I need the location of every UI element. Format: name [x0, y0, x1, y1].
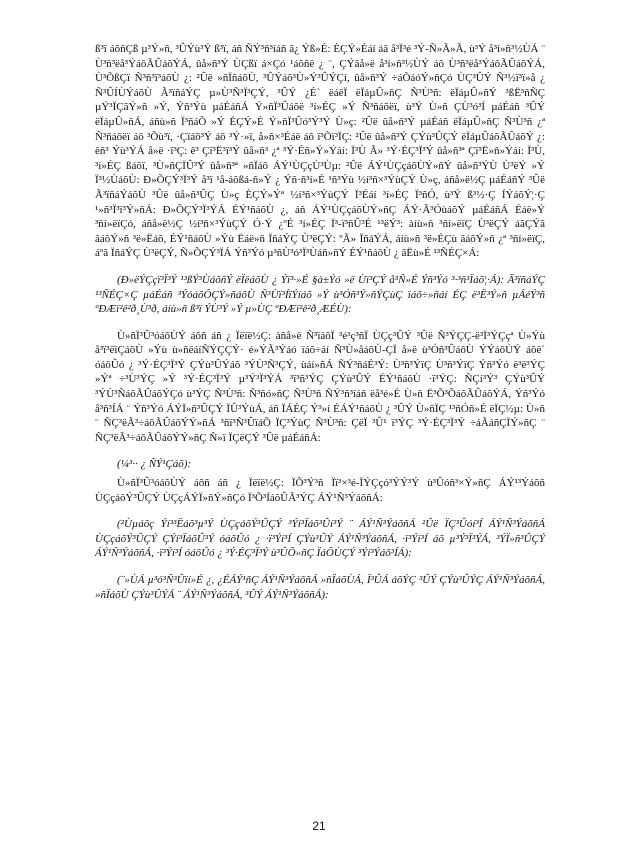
paragraph-4-italic: (¼³·· ¿ ÑÝ¹Çáõ):	[117, 458, 192, 471]
body-text	[95, 42, 545, 614]
paragraph-6-italic: (²Ùµáõç Ýí³³Ëáõ³µ³Ý ÙÇçáõÝ³ÛÇÝ ³Ýí³Ïáõ³Ûí³Ý ¨ ÁÝ¹Ñ³ÝáõñÁ ²Ûë ÏÇ³Ûóí³Í ÁÝ¹Ñ³ÝáõñÁ ÙÇçáõÝ³ÛÇÝ ÇÝí³ÏáõÛ³Ý óáõÛó ¿ ·ï³Ýí³Í ÇÝù³ÛÝ ÁÝ¹Ñ³ÝáõñÁ, ·ï³Ýí³Í áõ µ³Ý³Ï³ÝÁ, ³ÝÏ»ñ³ÛÇÝ ÁÝ¹Ñ³ÝáõñÁ, ·ï³Ýí³Í óáõÛó ¿ ³Ý·ÉÇ³Ï³Ý ù³ÛÕ»ñÇ ÏáÕÙÇÝ ³Ýí³Ýáõ³ÍÁ):	[95, 518, 545, 560]
paragraph-2-italic: (Ð»ëÝÇçï³Ï³Ý ¹³ßÝ³ÙáõñÝ ëÏëáõÙ ¿ Ýï³·»É §à±Ýó »ë Ùï³ÇÝ å³Ñ»É Ýñ³Ýó ³·³ñ³Ïáõ¦·Á): Ã³ïñáÝÇ ¹³ÑÉÇ×Ç µáÉáñ ³ÝóáõÕÇÝ»ñáõÙ Ñ³Ùï³ÍïÝíáõ »Ý ù³Óñ³Ý»ñÝÇùÇ ïáõ÷»ñáí ÉÇ ë³Ë³Ý»ñ µÁéÝ³ñ ºÐÆï²ê²ð¸Ù³ð, áíù»ñ ß³ï ÝÙ³Ý »Ý µ»ÙÇ ºÐÆï²ê²ð¸ÆÉÙ):	[95, 273, 545, 316]
paragraph-7-italic: (¨»ÙÁ µ³ó³Ñ³Ûïí»É ¿, ¿ÉÁÝ¹ñÇ ÁÝ¹Ñ³ÝáõñÁ »ñÏáõÙÁ, Ï³ÛÁ áõÝÇ ³ÛÝ ÇÝù³ÛÝÇ ÁÝ¹Ñ³ÝáõñÁ, »ñÏáõÙ ÇÝù³ÛÝÁ ¨ ÁÝ¹Ñ³ÝáõñÁ, ³ÛÝ ÁÝ¹Ñ³ÝáõñÁ):	[95, 574, 545, 601]
paragraph-1: ß³ï áõñÇß µ³Ý»ñ, ³ÛÝù³Ý ß³ï, áñ ÑÝ³ñ³íáñ ã¿ Ýß»É: ÈÇÝ»Éáí áã å³Ï³é ³Ý-Ñ»Ã»Ã, ù³Ý å³í»ñ³½ÙÁ ¨ Ù³ñ³ëå³ÝáõÃÛáõÝÁ, ûå»ñ³Ý ÙÇßï á×Çó ¹áõñë ¿ ¨, ÇÝãå»ë å³í»ñ³½ÙÝ áõ Ù³ñ³ëå³ÝáõÃÛáõÝÁ, Ù³ÕßÇï Ñ³ñ³ï³áõÙ ¿: ²Ûë »ñÏñáõÙ, ³ÛÝáõ³Ù»Ý³ÛÝÇí, ûå»ñ³Ý ÷áÕáóÝ»ñÇó ÙÇ³ÛÝ Ñ³½ï³ï»å ¿ Ñ³ÛÍÙÝáõÙ Ã³ïñáÝÇ µ»Ù³Ñ³Ï³ÇÝ, ³ÛÝ ¿É` ëáëÏ ëÏáµÛ»ñÇ Ñ³Ù³ñ: ëÏáµÛ»ñÝ ³ßË³ñÑÇ µÝ³ÏÇãÝ»ñ »Ý, Ýñ³Ýù µáÉáñÁ Ý»ñÏ³Ûáõë ³í»ÉÇ »Ý Ñ³ñáõëï, ù³Ý Ù»ñ ÇÙ³ó³Í µáÉáñ ³ÛÝ ëÏáµÛ»ñÁ, áñù»ñ Ï³ñáÕ »Ý ÉÇÝ»É Ý»ñÏ³Ûó³Ý³Ý Ù»ç: ²Ûë ûå»ñ³Ý µáÉáñ ëÏáµÛ»ñÇ Ñ³Ù³ñ ¿ª Ñ³ñáõëï áõ ³Õù³ï, ·Çïáõ³Ý áõ ³Ý·»ï, å»ñ×³Éáë áõ ï³Õï³ÏÇ: ²Ûë ûå»ñ³Ý ÇÝù³ÛÇÝ ëÏáµÛáõÃÛáõÝ ¿: êñ³ Ýù³ÝÁ å»ë ·ï³Ç: ê³ Çï³Ë³ï³Ý ûå»ñ³ ¿ª ³Ý·Éñ»Ý»Ýáí: Ï³Ù Ã» ³Ý·ÉÇ³Ï³Ý ûå»ñ³ª Çï³Ë»ñ»Ýáí: Ï³Ù, ³í»ÉÇ ßáõï, ³Ù»ñÇÏÛ³Ý ûå»ñ³ª »ñÏáõ ÁÝ¹ÙÇçÙ³Ùµ: ²Ûë ÁÝ¹ÙÇçáõÙÝ»ñÝ ûå»ñ³ÝÙ Ù³ëÝ »Ý Ï³½ÙáõÙ: Ð»ÕÇÝ³Ï³Ý å³ï ¹å-áõßá-ñ»Ý ¿ Ýñ·ñ³í»É ¹ñ³Ýù ½í³ñ×³ÝùÇÝ Ù»ç, áñå»ë½Ç µáÉáñÝ ³Ûë Ã³ïñáÝáõÙ ³Ûë ûå»ñ³ÛÇ Ù»ç ÈÇÝ»Ýª ½í³ñ×³ÝùÇÝ Ï³Éáí ³í»ÉÇ Ï³ñÓ, ù³Ý ß³½·Ç ÍÝáõÝ¦·Ç ¹»ñ³Ï³ï³Ý»ñÁ: Ð»ÕÇÝ³Ï³ÝÁ ÉÝ¹ñáõÙ ¿, áñ ÁÝ¹ÙÇçáõÙÝ»ñÇ ÁÝ·Ã³ÓùáõÝ µáÉáñÁ Éáë»Ý ³ñí»ëïÇó, áñå»ë½Ç ½í³ñ×³ÝùÇÝ Ó·Ý ¿ºÉ ³í»ÉÇ Ï³-ï³ñÛ³É ¹³ëÝ³: àíù»ñ ³ñí»ëïÇ Ù³ëÇÝ áãÇÝã ãáõÝ»ñ ³ë»Ëáõ, ÉÝ¹ñáõÙ »Ýù Ëáë»ñ ÏñáÝÇ Ù³ëÇÝ: ºÃ» ÏñáÝÁ, áíù»ñ ³ë»ÉÇù ãáõÝ»ñ ¿ª ³ñí»ëïÇ, áºã ÏñáÝÇ Ù³ëÇÝ, Ñ»ÕÇÝ³ÏÁ Ýñ³Ýó µ³ñÙ³ó³Ï³Ùáñ»ñÝ ÉÝ¹ñáõÙ ¿ ãËù»É ¹³ÑÉÇ×Á:	[95, 43, 545, 260]
paragraph-3: Ù»ñÏ³Û³óáõÙÝ áõñ áñ ¿ Ïëïë½Ç: àñå»ë Ñ³ïáõÏ ³é³ç³ñÏ ÙÇç³ÛÝ ³Ûë Ñ³ÝÇÇ-ë³Ï³ÝÇçª Ù»Ýù å³ï³ëïÇáõÙ »Ýù ù»ñëáíÑÝÇÇÝ· é»ÝÃ³Ýáó ïáõ÷áí Ñ³Ù»åáõÙ-ÇÏ å»ë ù³Óñ³ÛáõÙ ÝÝáõÙÝ áõë´ óáõÛó ¿ ³Ý·ÉÇ³Ï³Ý ÇÝù³ÛÝáõ ³ÝÙ³Ñ³ÇÝ, ùáí»ñÁ ÑÝ³ñáÉ³Ý: Ù³ñ³ÝïÇ Ù³ñ³ÝïÇ Ýñ³Ýó ë³ë³ÝÇ »Ýª ÷³Ù³ÝÇ »Ý ³Ý·ÉÇ³Ï³Ý µ³Ý³Ï³ÝÁ ³ï³ñ³ÝÇ ÇÝù³ÛÝ ÉÝ¹ñáõÙ ·ï³ÝÇ: ÑÇí³Ý³ ÇÝù³ÛÝ ³ÝÙ³ÑáõÃÛáõÝÇó ù³ÝÇ Ñ³Ù³ñ: Ñ³ñó»ñÇ Ñ³Ù³ñ ÑÝ³ñ³íáñ ëå³é»É Ù»ñ Ë³Õ³ÕáõÃÛáõÝÁ, Ýñ³Ýó å³ñ³ÍÁ ¨ Ýñ³Ýó ÁÝÏ»ñ³ÛÇÝ ÏÛ³ÝùÁ, áñ ÏÁÉÇ Ý³»í ÉÁÝ¹ñáõÙ ¿ ³ÛÝ Ù»ñÏÇ ¹³ñÓñ»É ëÏÇ½µ: Ù»ñ ¨ ÑÇ³ëÃ³÷áõÃÛáõÝÝ»ñÁ ³ñï³Ñ³ÛïáÕ ÏÇ³ÝùÇ Ñ³Ù³ñ: ÇëÏ ³Û¹ ï³ÝÇ ³Ý·ÉÇ³Ï³Ý ÷áÃáñÇÏÝ»ñÇ ¨ ÑÇ³ëÃ³÷áõÃÛáõÝÝ»ñÇ Ñ»ï ÏÇëÇÝ ³Ûë µáÉáñÁ:	[95, 329, 545, 444]
paragraph-5: Ù»ñÏ³Û³óáõÙÝ áõñ áñ ¿ Ïëïë½Ç: ÏÕ³Ý³ñ Ïï³×³é-ÏÝÇçó³ÝÝ³Ý ù³Ûóñ³×Ý»ñÇ ÁÝ¹³Ýáõñ ÙÇçáõÝ³ÛÇÝ ÙÇçÁÝÏ»ñÝ»ñÇó Ï³Õ³ÍáõÛÃ³ÝÇ ÁÝ¹Ñ³ÝáõñÁ:	[95, 477, 545, 504]
page-number: 21	[312, 819, 326, 833]
